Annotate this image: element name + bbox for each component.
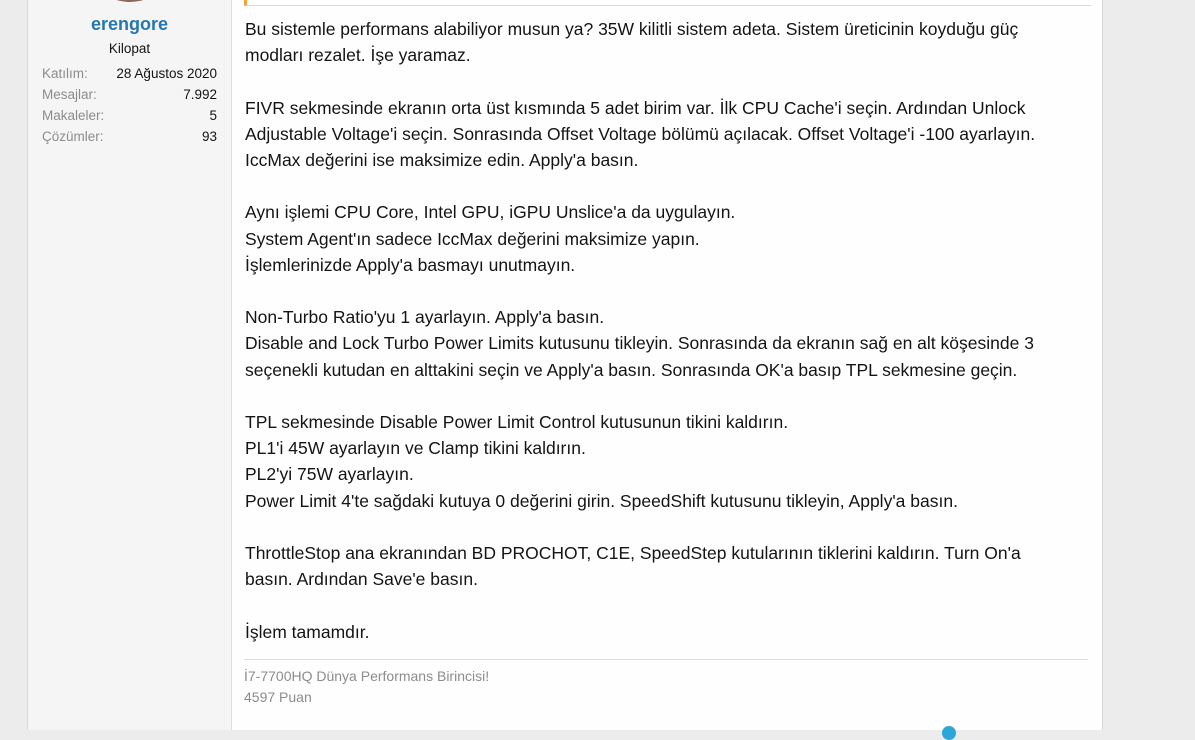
text-line: Power Limit 4'te sağdaki kutuya 0 değerini girin. SpeedShift kutusunu tikleyin, Apply'a basın. [245,490,958,511]
stat-join-date [42,63,217,84]
stat-value: 28 Ağustos 2020 [116,66,217,81]
paragraph [245,540,1095,592]
text-line: IccMax değerini ise maksimize edin. Apply'a basın. [245,150,639,170]
user-signature [244,659,1088,708]
user-info-panel [28,0,232,730]
avatar[interactable] [104,0,156,2]
quote-bottom-edge [244,0,1091,6]
stat-label: Makaleler: [42,108,105,123]
text-line: basın. Ardından Save'e basın. [245,569,478,590]
stat-label: Çözümler: [42,129,104,144]
forum-post [27,0,1103,730]
paragraph [245,619,1095,645]
stat-value: 93 [201,129,217,144]
text-line: System Agent'ın sadece IccMax değerini maksimize yapın. [245,228,700,249]
text-line: PL2'yi 75W ayarlayın. [245,464,414,485]
stat-label: Katılım: [42,66,88,81]
stat-value: 7.992 [183,87,217,102]
text-line: ThrottleStop ana ekranından BD PROCHOT, C1E, SpeedStep kutularının tiklerini kaldırın. Turn On'a [245,542,1021,563]
text-line: FIVR sekmesinde ekranın orta üst kısmında 5 adet birim var. İlk CPU Cache'i seçin. Ardından Unlock [245,97,1026,118]
paragraph [245,199,1095,278]
text-line: İşlemlerinizde Apply'a basmayı unutmayın. [245,254,576,275]
stat-articles [42,105,217,126]
post-body [245,16,1095,671]
user-title: Kilopat [108,41,151,56]
text-line: İşlem tamamdır. [245,621,370,642]
paragraph [245,409,1095,514]
stat-label: Mesajlar: [42,87,97,102]
text-line: modları rezalet. İşe yaramaz. [245,45,471,66]
paragraph [245,16,1095,68]
text-line: Bu sistemle performans alabiliyor musun ya? 35W kilitli sistem adeta. Sistem üreticinin koyduğu güç [245,19,1019,39]
text-line: Adjustable Voltage'i seçin. Sonrasında Offset Voltage bölümü açılacak. Offset Voltage'i -100 ayarlayın. [245,123,1036,144]
post-content [232,0,1101,730]
stat-messages [42,84,217,105]
paragraph [245,95,1095,174]
paragraph [245,304,1095,383]
signature-line: 4597 Puan [244,689,312,705]
stat-value: 5 [209,108,217,123]
signature-line: İ7-7700HQ Dünya Performans Birincisi! [244,668,490,684]
text-line: seçenekli kutudan en alttakini seçin ve Apply'a basın. Sonrasında OK'a basıp TPL sekmesine geçin. [245,359,1018,380]
reaction-icon[interactable] [942,726,956,740]
stat-solutions [42,126,217,147]
text-line: Disable and Lock Turbo Power Limits kutusunu tikleyin. Sonrasında da ekranın sağ en alt köşesinde 3 [245,333,1034,354]
text-line: PL1'i 45W ayarlayın ve Clamp tikini kaldırın. [245,438,586,459]
username-link[interactable]: erengore [90,14,169,34]
user-stats [42,63,217,147]
text-line: Non-Turbo Ratio'yu 1 ayarlayın. Apply'a basın. [245,307,605,328]
text-line: Aynı işlemi CPU Core, Intel GPU, iGPU Unslice'a da uygulayın. [245,202,736,223]
text-line: TPL sekmesinde Disable Power Limit Control kutusunun tikini kaldırın. [245,411,789,432]
